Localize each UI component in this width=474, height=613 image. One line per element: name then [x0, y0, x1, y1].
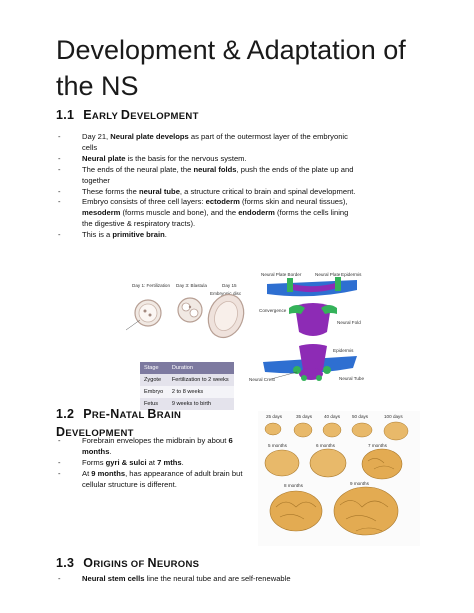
- figure-label: Epidermis: [341, 272, 362, 277]
- figure-label: 7 months: [368, 443, 387, 448]
- column-header: Stage: [140, 362, 168, 374]
- bold-text: 7 mths: [157, 457, 182, 467]
- heading-text: N: [147, 556, 157, 570]
- neural-plate-graphic: [267, 277, 357, 296]
- bullet-list-origins: [56, 574, 376, 585]
- text-run: The ends of the neural plate, the: [82, 164, 194, 174]
- heading-text: ATAL: [119, 410, 148, 421]
- bold-text: Neural plate: [82, 153, 126, 163]
- table-row: [140, 386, 234, 398]
- heading-text: -N: [105, 407, 120, 421]
- table-row: [140, 374, 234, 386]
- figure-label: Neural Crest: [249, 377, 275, 382]
- figure-label: Day 15: [222, 283, 237, 288]
- figure-label: 9 months: [350, 481, 369, 486]
- table-cell: Fetus: [140, 398, 168, 410]
- list-item: [56, 230, 356, 241]
- section-heading-1-3: [56, 556, 199, 570]
- pointer-line: [126, 320, 140, 330]
- list-item: [56, 165, 356, 187]
- column-header: Duration: [168, 362, 234, 374]
- bullet-list-early-development: [56, 132, 356, 241]
- page-title: Development & Adaptation of the NS: [56, 35, 406, 101]
- table-header-row: [140, 362, 234, 374]
- list-item: [56, 187, 356, 198]
- heading-text: B: [147, 407, 157, 421]
- figure-label: 35 days: [296, 414, 313, 419]
- heading-text: EVELOPMENT: [65, 428, 134, 439]
- bold-text: 6 months: [82, 436, 233, 456]
- section-title-line1: [83, 407, 181, 421]
- bold-text: neural folds: [193, 164, 237, 174]
- section-number: 1.2: [56, 407, 75, 421]
- bold-text: endoderm: [238, 208, 275, 218]
- text-run: at: [146, 457, 158, 467]
- heading-text: E: [83, 108, 92, 122]
- text-run: , has appearance of adult brain but cellular structure is different.: [82, 468, 243, 489]
- figure-label: 40 days: [324, 414, 341, 419]
- list-item: [56, 458, 256, 469]
- heading-text: EURONS: [156, 559, 200, 570]
- text-run: These forms the: [82, 186, 139, 196]
- bold-text: gyri & sulci: [105, 457, 147, 467]
- list-item: [56, 469, 256, 491]
- bold-text: Neural plate develops: [110, 132, 189, 141]
- table-cell: Zygote: [140, 374, 168, 386]
- section-heading-1-1: [56, 108, 199, 122]
- text-run: as part of the outermost layer of the embryonic cells: [82, 132, 348, 152]
- bold-text: neural tube: [138, 186, 180, 196]
- day15-embryo: [203, 290, 248, 343]
- mid-brains-row: [265, 449, 402, 479]
- stage-duration-table: [140, 362, 234, 410]
- figure-label: 8 months: [284, 483, 303, 488]
- list-item: [56, 154, 356, 165]
- text-run: At: [82, 468, 92, 478]
- text-run: , push the ends of the plate up and together: [82, 164, 354, 185]
- figure-label: Day 1: Fertilization: [132, 283, 171, 288]
- list-item: [56, 436, 256, 458]
- heading-text: RIGINS OF: [93, 559, 148, 570]
- section-number: 1.3: [56, 556, 75, 570]
- figure-label: 100 days: [384, 414, 403, 419]
- heading-text: RAIN: [156, 410, 182, 421]
- section-title: [83, 108, 198, 122]
- text-run: (forms skin and neural tissues),: [239, 197, 348, 207]
- figure-label: Epidermis: [333, 348, 354, 353]
- heading-text: O: [83, 556, 94, 570]
- list-item: [56, 132, 356, 154]
- heading-text: P: [83, 407, 92, 421]
- brain-development-figure: [258, 411, 420, 546]
- heading-text: ARLY: [91, 111, 121, 122]
- text-run: .: [181, 457, 184, 467]
- text-run: This is a: [82, 230, 113, 240]
- text-run: (forms muscle and bone), and the: [120, 208, 239, 218]
- figure-label: Embryonic disc: [210, 291, 242, 296]
- zygote-cell: [135, 300, 161, 326]
- figure-label: Neural Tube: [339, 376, 365, 381]
- text-run: Day 21,: [82, 132, 111, 141]
- figure-label: Day 3: Blastula: [176, 283, 207, 288]
- heading-text: EVELOPMENT: [130, 111, 199, 122]
- text-run: .: [164, 230, 167, 240]
- text-run: , a structure critical to brain and spinal development.: [179, 186, 356, 196]
- heading-text: D: [120, 108, 131, 122]
- bold-text: primitive brain: [112, 230, 165, 240]
- text-run: is the basis for the nervous system.: [125, 153, 247, 163]
- text-run: .: [109, 446, 112, 456]
- heading-text: D: [56, 425, 66, 439]
- list-item: [56, 197, 356, 230]
- figure-label: Neural Plate: [315, 272, 341, 277]
- figure-label: 6 months: [316, 443, 335, 448]
- table-cell: Fertilization to 2 weeks: [168, 374, 234, 386]
- figure-label: Neural Plate Border: [261, 272, 302, 277]
- figure-label: 5 months: [268, 443, 287, 448]
- bold-text: ectoderm: [205, 197, 240, 207]
- table-cell: 9 weeks to birth: [168, 398, 234, 410]
- text-run: Forebrain envelopes the midbrain by about: [82, 436, 229, 445]
- bold-text: Neural stem cells: [82, 574, 145, 583]
- figure-label: 25 days: [266, 414, 283, 419]
- bullet-list-prenatal: [56, 436, 256, 491]
- figure-label: Neural Fold: [337, 320, 361, 325]
- figure-label: Convergence: [259, 308, 287, 313]
- bold-text: 9 months: [91, 468, 126, 478]
- text-run: Embryo consists of three cell layers:: [82, 197, 206, 207]
- section-title: [83, 556, 199, 570]
- neural-tube-figure: [249, 270, 371, 395]
- list-item: [56, 574, 376, 585]
- blastula-cell: [178, 298, 202, 322]
- text-run: (forms the cells lining the digestive & respiratory tracts).: [82, 208, 349, 229]
- heading-text: RE: [91, 410, 106, 421]
- bold-text: mesoderm: [82, 208, 121, 218]
- neural-fold-graphic: [289, 303, 337, 336]
- text-run: Forms: [82, 457, 106, 467]
- embryo-stages-figure: [118, 278, 248, 358]
- figure-label: 50 days: [352, 414, 369, 419]
- section-number: 1.1: [56, 108, 75, 122]
- table-cell: 2 to 8 weeks: [168, 386, 234, 398]
- table-cell: Embryo: [140, 386, 168, 398]
- text-run: line the neural tube and are self-renewable: [144, 574, 291, 583]
